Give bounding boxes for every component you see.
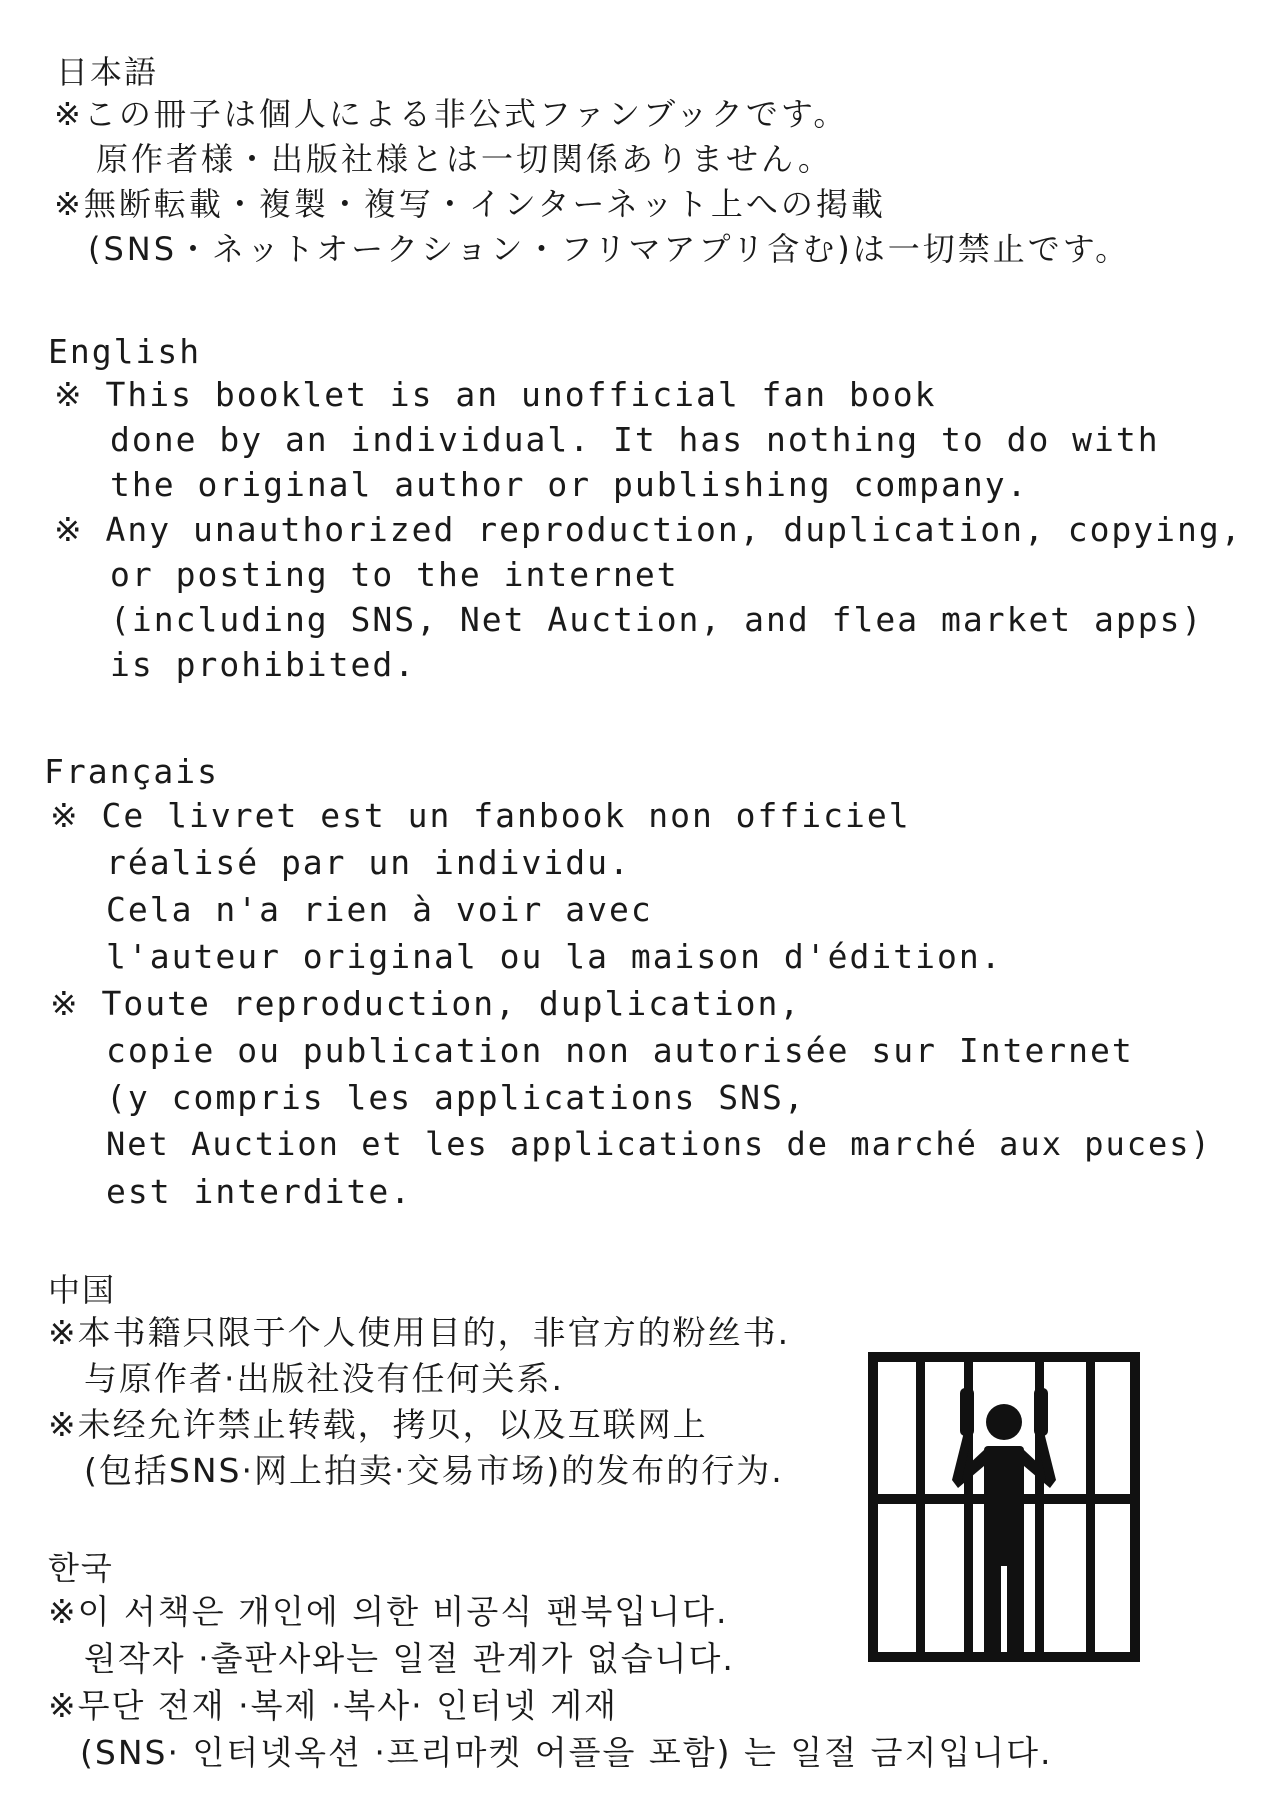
chinese-line: 与原作者·出版社没有任何关系.: [84, 1359, 564, 1398]
english-line: or posting to the internet: [110, 555, 679, 594]
french-section: [44, 752, 1248, 1215]
french-line: (y compris les applications SNS,: [106, 1078, 806, 1117]
french-line: copie ou publication non autorisée sur Internet: [106, 1031, 1134, 1070]
japanese-line: ※無断転載・複製・複写・インターネット上への掲載: [54, 185, 886, 223]
english-line: (including SNS, Net Auction, and flea market apps): [110, 600, 1204, 639]
korean-line: (SNS· 인터넷옥션 ·프리마켓 어플을 포함) 는 일절 금지입니다.: [80, 1733, 1053, 1772]
jail-prisoner-icon: [868, 1352, 1140, 1662]
english-section: [48, 332, 1248, 687]
french-line: ※ Toute reproduction, duplication,: [50, 984, 802, 1023]
english-line: ※ This booklet is an unofficial fan book: [54, 375, 937, 414]
japanese-section: [48, 52, 1248, 272]
japanese-line: ※この冊子は個人による非公式ファンブックです。: [54, 95, 849, 133]
english-heading: English: [48, 332, 202, 371]
french-line: est interdite.: [106, 1172, 413, 1211]
korean-heading: 한국: [48, 1549, 114, 1587]
chinese-line: (包括SNS·网上拍卖·交易市场)的发布的行为.: [84, 1451, 784, 1490]
french-line: ※ Ce livret est un fanbook non officiel: [50, 796, 911, 835]
chinese-line: ※未经允许禁止转载，拷贝，以及互联网上: [48, 1405, 708, 1444]
french-line: Cela n'a rien à voir avec: [106, 890, 653, 929]
chinese-heading: 中国: [48, 1271, 117, 1309]
french-line: Net Auction et les applications de marché aux puces): [106, 1125, 1212, 1163]
french-line: réalisé par un individu.: [106, 843, 631, 882]
french-heading: Français: [44, 752, 219, 791]
korean-line: ※이 서책은 개인에 의한 비공식 팬북입니다.: [48, 1592, 729, 1631]
japanese-line: 原作者様・出版社様とは一切関係ありません。: [96, 140, 833, 178]
korean-line: 원작자 ·출판사와는 일절 관계가 없습니다.: [84, 1639, 735, 1678]
english-line: the original author or publishing company.: [110, 465, 1029, 504]
english-line: done by an individual. It has nothing to do with: [110, 420, 1160, 459]
english-line: ※ Any unauthorized reproduction, duplication, copying,: [54, 510, 1243, 549]
english-line: is prohibited.: [110, 645, 417, 684]
korean-line: ※무단 전재 ·복제 ·복사· 인터넷 게재: [48, 1686, 618, 1725]
japanese-heading: 日本語: [56, 53, 159, 91]
japanese-line: (SNS・ネットオークション・フリマアプリ含む)は一切禁止です。: [88, 230, 1131, 268]
chinese-line: ※本书籍只限于个人使用目的，非官方的粉丝书.: [48, 1313, 791, 1352]
french-line: l'auteur original ou la maison d'édition.: [106, 937, 1003, 976]
